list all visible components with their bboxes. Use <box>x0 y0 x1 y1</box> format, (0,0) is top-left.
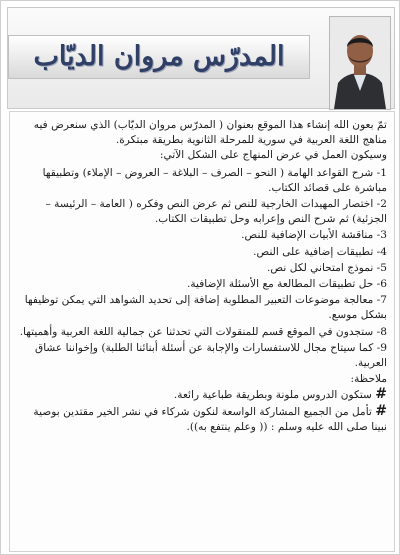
hash-icon: # <box>375 386 387 403</box>
note-text: تأمل من الجميع المشاركة الواسعة لنكون شركاء في نشر الخير مقتدين بوصية نبينا صلى الله عليه وسلم : (( وعلم ينتفع به)). <box>33 405 387 433</box>
intro-lead: وسيكون العمل في عرض المنهاج على الشكل الآتي: <box>159 149 387 162</box>
title-box <box>8 35 310 79</box>
list-item: 5- نموذج امتحاني لكل نص. <box>267 261 387 274</box>
note-text: ستكون الدروس ملونة وبطريقة طباعية رائعة. <box>173 389 372 402</box>
hash-icon: # <box>375 402 387 419</box>
page-title: المدرّس مروان الديّاب <box>33 41 285 72</box>
list-item: 3- مناقشة الأبيات الإضافية للنص. <box>241 229 387 242</box>
content-panel <box>9 111 395 552</box>
intro-paragraph: تمّ بعون الله إنشاء هذا الموقع بعنوان ( المدرّس مروان الديّاب) الذي سنعرض فيه مناهج اللغة العربية في سورية للمرحلة الثانوية بطريقة مبتكرة. <box>33 119 387 147</box>
list-item: 2- اختصار المهيدات الخارجية للنص ثم عرض النص وفكره ( العامة – الرئيسة – الجزئية) ثم شرح النص وإعرابه وحل تطبيقات الكتاب. <box>45 198 387 226</box>
list-item: 6- حل تطبيقات المطالعة مع الأسئلة الإضافية. <box>186 278 387 291</box>
list-item: 7- معالجة موضوعات التعبير المطلوبة إضافة إلى تحديد الشواهد التي يمكن توظيفها بشكل موسع. <box>24 294 387 322</box>
note-item <box>17 387 387 403</box>
note-item <box>17 404 387 435</box>
teacher-photo <box>329 16 391 110</box>
notes-title: ملاحظة: <box>350 373 387 386</box>
header-banner <box>7 7 395 109</box>
article-text <box>10 112 394 435</box>
list-item: 1- شرح القواعد الهامة ( النحو – الصرف – البلاغة – العروض – الإملاء) وتطبيقها مباشرة على قصائد الكتاب. <box>42 166 387 194</box>
list-item: 9- كما سيتاح مجال للاستفسارات والإجابة عن أسئلة أبنائنا الطلبة) وإخواننا عشاق العربية. <box>34 341 387 370</box>
list-item: 8- ستجدون في الموقع قسم للمنقولات التي تحدثنا عن جمالية اللغة العربية وأهميتها. <box>19 325 387 338</box>
list-item: 4- تطبيقات إضافية على النص. <box>253 245 387 258</box>
program-list <box>17 166 387 372</box>
portrait-image <box>330 17 390 109</box>
